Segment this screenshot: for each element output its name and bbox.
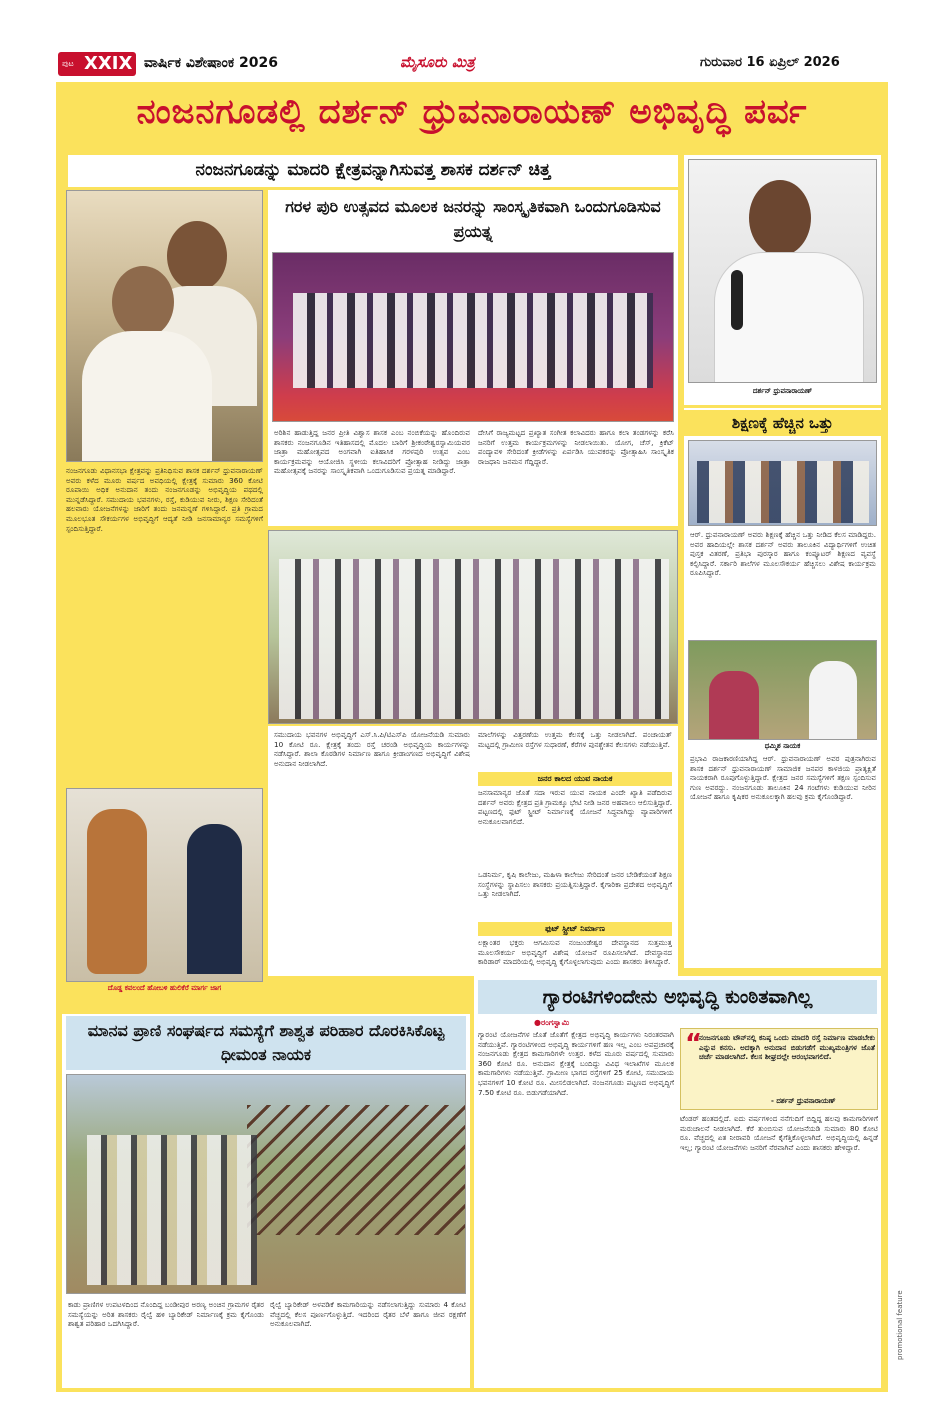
portrait-caption: ದರ್ಶನ್ ಧ್ರುವನಾರಾಯಣ್ — [752, 387, 813, 395]
headline: ನಂಜನಗೂಡಲ್ಲಿ ದರ್ಶನ್ ಧ್ರುವನಾರಾಯಣ್ ಅಭಿವೃದ್ಧಿ ಪರ್ವ — [136, 92, 808, 132]
farmer-caption: ಧಮ್ಮಿಶ ನಾಯಕ — [764, 742, 801, 750]
subheadline: ನಂಜನಗೂಡನ್ನು ಮಾದರಿ ಕ್ಷೇತ್ರವನ್ನಾಗಿಸುವತ್ತ ಶಾಸಕ ದರ್ಶನ್ ಚಿತ್ತ — [195, 160, 551, 180]
rail-fence — [247, 1105, 466, 1235]
intro-article: ನಂಜನಗೂಡು ವಿಧಾನಸಭಾ ಕ್ಷೇತ್ರವನ್ನು ಪ್ರತಿನಿಧಿಸುವ ಶಾಸಕ ದರ್ಶನ್ ಧ್ರುವನಾರಾಯಣ್ ಅವರು ಕಳೆದ ಮೂರು ವರ್ಷದ ಅವಧಿಯಲ್ಲಿ ಕ್ಷೇತ್ರಕ್ಕೆ ಸುಮಾರು 360 ಕೋಟಿ ರೂಪಾಯಿ ಅಧಿಕ ಅನುದಾನ ತಂದು ನಂಜನಗೂಡನ್ನು ಅಭಿವೃದ್ಧಿಯ ಪಥದಲ್ಲಿ ಮುನ್ನಡೆಸಿದ್ದಾರೆ. ಸಮುದಾಯ ಭವನಗಳು, ರಸ್ತೆ, ಕುಡಿಯುವ ನೀರು, ಶಿಕ್ಷಣ ಸೇರಿದಂತೆ ಹಲವಾರು ಯೋಜನೆಗಳನ್ನು ಜಾರಿಗೆ ತಂದು ಜನಮನ್ನಣೆ ಗಳಿಸಿದ್ದಾರೆ. ಪ್ರತಿ ಗ್ರಾಮದ ಮೂಲಭೂತ ಸೌಕರ್ಯಗಳ ಅಭಿವೃದ್ಧಿಗೆ ಆದ್ಯತೆ ನೀಡಿ ಜನಸಾಮಾನ್ಯರ ಸಮಸ್ಯೆಗಳಿಗೆ ಸ್ಪಂದಿಸುತ್ತಿದ್ದಾರೆ. — [66, 466, 263, 533]
inspection-group — [87, 1135, 257, 1285]
fitness-photo — [66, 788, 263, 982]
group-people — [697, 461, 869, 523]
page-number-box — [58, 52, 136, 76]
festival-photo — [272, 252, 674, 422]
stage-crowd — [293, 293, 653, 388]
wildlife-text-1: ಕಾಡು ಪ್ರಾಣಿಗಳ ಉಪಟಳದಿಂದ ನೊಂದಿದ್ದ ಬಂಡೀಪುರ ಅರಣ್ಯ ಅಂಚಿನ ಗ್ರಾಮಗಳ ರೈತರ ಸಮಸ್ಯೆಯನ್ನು ಅರಿತ ಶಾಸಕರು ರೈಲ್ವೆ ಹಳಿ ಬ್ಯಾರಿಕೇಡ್ ನಿರ್ಮಾಣಕ್ಕೆ ಕ್ರಮ ಕೈಗೊಂಡು ಶಾಶ್ವತ ಪರಿಹಾರ ಒದಗಿಸಿದ್ದಾರೆ. — [68, 1300, 264, 1329]
festival-text-1: ಅರಿಶಿನ ಹಾಡುತ್ತಿದ್ದ ಜನರ ಪ್ರೀತಿ ವಿಶ್ವಾಸ ಶಾಸಕ ಎಂಬ ನಂಬಿಕೆಯನ್ನು ಹೊಂದಿರುವ ಶಾಸಕರು ನಂಜನಗೂಡಿನ ಇತಿಹಾಸದಲ್ಲಿ ಮೊದಲ ಬಾರಿಗೆ ಶ್ರೀಕಂಠೇಶ್ವರಸ್ವಾಮಿಯವರ ಜಾತ್ರಾ ಮಹೋತ್ಸವದ ಅಂಗವಾಗಿ ಐತಿಹಾಸಿಕ ಗರಳಪುರಿ ಉತ್ಸವ ಎಂಬ ಕಾರ್ಯಕ್ರಮವನ್ನು ಆಯೋಜಿಸಿ ಸ್ಥಳೀಯ ಕಲಾವಿದರಿಗೆ ಪ್ರೋತ್ಸಾಹ ನೀಡಿದ್ದು ಜಾತ್ರಾ ಮಹೋತ್ಸವಕ್ಕೆ ಜನರನ್ನು ಸಾಂಸ್ಕೃತಿಕವಾಗಿ ಒಂದುಗೂಡಿಸುವ ಪ್ರಯತ್ನ ಮಾಡಿದ್ದಾರೆ. — [274, 428, 470, 476]
bodybuilder-figure — [87, 809, 147, 974]
development-text-3: ಜನಸಾಮಾನ್ಯರ ಜೊತೆ ಸದಾ ಇರುವ ಯುವ ನಾಯಕ ಎಂದೇ ಖ್ಯಾತಿ ಪಡೆದಿರುವ ದರ್ಶನ್ ಅವರು ಕ್ಷೇತ್ರದ ಪ್ರತಿ ಗ್ರಾಮಕ್ಕೂ ಭೇಟಿ ನೀಡಿ ಜನರ ಅಹವಾಲು ಆಲಿಸುತ್ತಿದ್ದಾರೆ. ಪಟ್ಟಣದಲ್ಲಿ ಫುಟ್ ಸ್ಟ್ರೀಟ್ ನಿರ್ಮಾಣಕ್ಕೆ ಯೋಜನೆ ಸಿದ್ಧವಾಗಿದ್ದು ವ್ಯಾಪಾರಿಗಳಿಗೆ ಅನುಕೂಲವಾಗಲಿದೆ. — [478, 788, 672, 826]
ceremony-crowd — [279, 559, 669, 719]
paper-logo: ಮೈಸೂರು ಮಿತ್ರ — [400, 53, 475, 71]
development-text-2: ಲಕ್ಷಾಂತರ ಭಕ್ತರು ಆಗಮಿಸುವ ನಂಜುಂಡೇಶ್ವರ ದೇವಸ್ಥಾನದ ಸುತ್ತಮುತ್ತ ಮೂಲಸೌಕರ್ಯ ಅಭಿವೃದ್ಧಿಗೆ ವಿಶೇಷ ಯೋಜನೆ ರೂಪಿಸಲಾಗಿದೆ. ದೇವಸ್ಥಾನದ ಕಾರಿಡಾರ್ ಮಾದರಿಯಲ್ಲಿ ಅಭಿವೃದ್ಧಿ ಕೈಗೊಳ್ಳಲಾಗುವುದು ಎಂದು ಶಾಸಕರು ತಿಳಿಸಿದ್ದಾರೆ. — [478, 938, 672, 967]
headline-band — [56, 82, 888, 152]
festival-title: ಗರಳ ಪುರಿ ಉತ್ಸವದ ಮೂಲಕ ಜನರನ್ನು ಸಾಂಸ್ಕೃತಿಕವಾಗಿ ಒಂದುಗೂಡಿಸುವ ಪ್ರಯತ್ನ — [285, 197, 661, 241]
speaker-head — [749, 180, 811, 256]
education-text: ಆರ್. ಧ್ರುವನಾರಾಯಣ್ ಅವರು ಶಿಕ್ಷಣಕ್ಕೆ ಹೆಚ್ಚಿನ ಒತ್ತು ನೀಡಿದ ಕೆಲಸ ಮಾಡಿದ್ದರು. ಅವರ ಹಾದಿಯಲ್ಲೇ ಶಾಸಕ ದರ್ಶನ್ ಅವರು ತಾಲೂಕಿನ ವಿದ್ಯಾರ್ಥಿಗಳಿಗೆ ಉಚಿತ ಪುಸ್ತಕ ವಿತರಣೆ, ಪ್ರತಿಭಾ ಪುರಸ್ಕಾರ ಹಾಗೂ ಕಂಪ್ಯೂಟರ್ ಶಿಕ್ಷಣದ ವ್ಯವಸ್ಥೆ ಕಲ್ಪಿಸಿದ್ದಾರೆ. ಸರ್ಕಾರಿ ಶಾಲೆಗಳ ಮೂಲಸೌಕರ್ಯ ಹೆಚ್ಚಿಸಲು ವಿಶೇಷ ಕಾರ್ಯಕ್ರಮ ರೂಪಿಸಿದ್ದಾರೆ. — [690, 530, 876, 578]
person-father-body — [82, 331, 212, 462]
education-heading: ಶಿಕ್ಷಣಕ್ಕೆ ಹೆಚ್ಚಿನ ಒತ್ತು — [684, 410, 881, 436]
award-person — [187, 824, 242, 974]
education-photo — [688, 440, 877, 526]
festival-block — [268, 190, 678, 526]
person-son — [167, 221, 227, 291]
subheadline-band — [68, 155, 678, 187]
wildlife-title: ಮಾನವ ಪ್ರಾಣಿ ಸಂಘರ್ಷದ ಸಮಸ್ಯೆಗೆ ಶಾಶ್ವತ ಪರಿಹಾರ ದೊರಕಿಸಿಕೊಟ್ಟ ಧೀಮಂತ ನಾಯಕ — [66, 1016, 466, 1070]
youth-leader-subhead: ಜನರ ಕಾಲದ ಯುವ ನಾಯಕ — [478, 772, 672, 786]
community-right: ಒಡನಿರ್ಮ, ಕೃಷಿ ಕಾಲೇಜು, ಮಹಿಳಾ ಕಾಲೇಜು ಸೇರಿದಂತೆ ಜನರ ಬೇಡಿಕೆಯಂತೆ ಶಿಕ್ಷಣ ಸಂಸ್ಥೆಗಳನ್ನು ಸ್ಥಾಪಿಸಲು ಶಾಸಕರು ಪ್ರಯತ್ನಿಸುತ್ತಿದ್ದಾರೆ. ಕೈಗಾರಿಕಾ ಪ್ರದೇಶದ ಅಭಿವೃದ್ಧಿಗೆ ಒತ್ತು ನೀಡಲಾಗಿದೆ. — [478, 870, 672, 899]
guarantee-quote: ನಂಜನಗೂಡು ಟೌನ್‌ನಲ್ಲಿ ಕನಿಷ್ಠ ಒಂದು ಮಾದರಿ ರಸ್ತೆ ನಿರ್ಮಾಣ ಮಾಡಬೇಕು ಎನ್ನುವ ಕನಸು. ಅದಕ್ಕಾಗಿ ಅನುದಾನ ಬಿಡುಗಡೆಗೆ ಮುಖ್ಯಮಂತ್ರಿಗಳ ಜೊತೆ ಚರ್ಚೆ ಮಾಡಲಾಗಿದೆ. ಕೆಲಸ ಶೀಘ್ರದಲ್ಲೇ ಆರಂಭವಾಗಲಿದೆ. — [699, 1033, 875, 1062]
person-father — [112, 266, 174, 338]
community-block — [268, 726, 678, 976]
woman-figure — [709, 671, 759, 740]
ceremony-photo — [268, 530, 678, 724]
community-text: ಸಮುದಾಯ ಭವನಗಳ ಅಭಿವೃದ್ಧಿಗೆ ಎಸ್.ಸಿ.ಪಿ/ಟಿಎಸ್‌ಪಿ ಯೋಜನೆಯಡಿ ಸುಮಾರು 10 ಕೋಟಿ ರೂ. ಕ್ಷೇತ್ರಕ್ಕೆ ತಂದು ರಸ್ತೆ ಚರಂಡಿ ಅಭಿವೃದ್ಧಿಯ ಕಾರ್ಯಗಳನ್ನು ನಡೆಸಿದ್ದಾರೆ. ಶಾಲಾ ಕೊಠಡಿಗಳ ನಿರ್ಮಾಣ ಹಾಗೂ ಕ್ರೀಡಾಂಗಣದ ಅಭಿವೃದ್ಧಿಗೆ ವಿಶೇಷ ಅನುದಾನ ನೀಡಲಾಗಿದೆ. — [274, 730, 470, 768]
issue-date: ಗುರುವಾರ 16 ಏಪ್ರಿಲ್ 2026 — [700, 55, 840, 70]
wildlife-text-2: ರೈಲ್ವೆ ಬ್ಯಾರಿಕೇಡ್ ಅಳವಡಿಕೆ ಕಾಮಗಾರಿಯನ್ನು ನಡೆಸಲಾಗುತ್ತಿದ್ದು ಸುಮಾರು 4 ಕೋಟಿ ವೆಚ್ಚದಲ್ಲಿ ಕೆಲಸ ಪೂರ್ಣಗೊಳ್ಳುತ್ತಿದೆ. ಇದರಿಂದ ರೈತರ ಬೆಳೆ ಹಾಗೂ ಜೀವ ರಕ್ಷಣೆಗೆ ಅನುಕೂಲವಾಗಿದೆ. — [270, 1300, 466, 1329]
quote-mark-icon: “ — [685, 1029, 703, 1059]
man-figure — [809, 661, 857, 740]
section-title: ವಾರ್ಷಿಕ ವಿಶೇಷಾಂಕ 2026 — [144, 55, 278, 71]
portrait-block — [684, 155, 881, 405]
guarantee-text-1: ಗ್ಯಾರಂಟಿ ಯೋಜನೆಗಳ ಜೊತೆ ಜೊತೆಗೆ ಕ್ಷೇತ್ರದ ಅಭಿವೃದ್ಧಿ ಕಾರ್ಯಗಳು ನಿರಂತರವಾಗಿ ನಡೆಯುತ್ತಿವೆ. ಗ್ಯಾರಂಟಿಗಳಿಂದ ಅಭಿವೃದ್ಧಿ ಕಾರ್ಯಗಳಿಗೆ ಹಣ ಇಲ್ಲ ಎಂಬ ಅಪಪ್ರಚಾರಕ್ಕೆ ನಂಜನಗೂಡು ಕ್ಷೇತ್ರದ ಕಾಮಗಾರಿಗಳೇ ಉತ್ತರ. ಕಳೆದ ಮೂರು ವರ್ಷದಲ್ಲಿ ಸುಮಾರು 360 ಕೋಟಿ ರೂ. ಅನುದಾನ ಕ್ಷೇತ್ರಕ್ಕೆ ಬಂದಿದ್ದು ವಿವಿಧ ಇಲಾಖೆಗಳ ಮೂಲಕ ಕಾಮಗಾರಿಗಳು ನಡೆಯುತ್ತಿವೆ. ಗ್ರಾಮೀಣ ಭಾಗದ ರಸ್ತೆಗಳಿಗೆ 25 ಕೋಟಿ, ಸಮುದಾಯ ಭವನಗಳಿಗೆ 10 ಕೋಟಿ ರೂ. ಮೀಸಲಿಡಲಾಗಿದೆ. ನಂಜನಗೂಡು ಪಟ್ಟಣದ ಅಭಿವೃದ್ಧಿಗೆ 7.50 ಕೋಟಿ ರೂ. ಬಿಡುಗಡೆಯಾಗಿದೆ. — [478, 1030, 674, 1097]
family-photo — [66, 190, 263, 462]
community-mid: ಮಾಲೆಗಳನ್ನು ವಿತ್ತರಣೆಯ ಉತ್ತಮ ಕೆಲಸಕ್ಕೆ ಒತ್ತು ನೀಡಲಾಗಿದೆ. ಪಂಚಾಯತ್ ಮಟ್ಟದಲ್ಲಿ ಗ್ರಾಮೀಣ ರಸ್ತೆಗಳ ಸುಧಾರಣೆ, ಕೆರೆಗಳ ಪುನಶ್ಚೇತನ ಕೆಲಸಗಳು ನಡೆಯುತ್ತಿವೆ. — [478, 730, 672, 749]
guarantee-text-2: ಟೆಂಡರ್ ಹಂತದಲ್ಲಿದೆ. ಐದು ವರ್ಷಗಳಿಂದ ನನೆಗುದಿಗೆ ಬಿದ್ದಿದ್ದ ಹಲವು ಕಾಮಗಾರಿಗಳಿಗೆ ಮರುಚಾಲನೆ ನೀಡಲಾಗಿದೆ. ಕೆರೆ ತುಂಬಿಸುವ ಯೋಜನೆಯಡಿ ಸುಮಾರು 80 ಕೋಟಿ ರೂ. ವೆಚ್ಚದಲ್ಲಿ ಏತ ನೀರಾವರಿ ಯೋಜನೆ ಕೈಗೆತ್ತಿಕೊಳ್ಳಲಾಗಿದೆ. ಅಭಿವೃದ್ಧಿಯಲ್ಲಿ ಹಿನ್ನಡೆ ಇಲ್ಲ; ಗ್ಯಾರಂಟಿ ಯೋಜನೆಗಳು ಜನರಿಗೆ ನೆರವಾಗಿವೆ ಎಂದು ಶಾಸಕರು ಹೇಳಿದ್ದಾರೆ. — [680, 1114, 878, 1152]
education-block — [684, 408, 881, 968]
fitness-caption: ದೊಡ್ಡ ಕವಲಂದೆ ಹೋಬಳಿ ಹುಲಿಕೆರೆ ಮಾರ್ಗ ಜಾಗ — [107, 984, 222, 992]
foot-street-subhead: ಫುಟ್ ಸ್ಟ್ರೀಟ್ ನಿರ್ಮಾಣ — [478, 922, 672, 936]
quote-author: - ದರ್ಶನ್ ಧ್ರುವನಾರಾಯಣ್ — [771, 1097, 836, 1105]
page-label: ಪುಟ — [62, 59, 74, 68]
festival-text-2: ದೇಸಿಗೆ ರಾಜ್ಯಮಟ್ಟದ ಪ್ರಖ್ಯಾತ ಸಂಗೀತ ಕಲಾವಿದರು ಹಾಗೂ ಕಲಾ ತಂಡಗಳನ್ನು ಕರೆಸಿ ಜನರಿಗೆ ಉತ್ತಮ ಕಾರ್ಯಕ್ರಮಗಳನ್ನು ನೀಡಲಾಯಿತು. ಯೋಗ, ಚೆಸ್, ಕ್ರಿಕೆಟ್ ಪಂದ್ಯಾವಳಿ ಸೇರಿದಂತೆ ಕ್ರೀಡೆಗಳನ್ನು ಏರ್ಪಡಿಸಿ ಯುವಕರನ್ನು ಪ್ರೋತ್ಸಾಹಿಸಿ ಸಾಂಸ್ಕೃತಿಕ ರಾಜಧಾನಿ ಜನಮನ ಗೆದ್ದಿದ್ದಾರೆ. — [478, 428, 674, 466]
education-text-2: ಪ್ರಭಾವಿ ರಾಜಕಾರಣಿಯಾಗಿದ್ದ ಆರ್. ಧ್ರುವನಾರಾಯಣ್ ಅವರ ಪುತ್ರನಾಗಿರುವ ಶಾಸಕ ದರ್ಶನ್ ಧ್ರುವನಾರಾಯಣ್ ಸಾಮಾಜಿಕ ಜನಪರ ಕಾಳಜಿಯ ಪ್ರಾತ್ಯಕ್ಷಿತೆ ನಾಯಕರಾಗಿ ರೂಪುಗೊಳ್ಳುತ್ತಿದ್ದಾರೆ. ಕ್ಷೇತ್ರದ ಜನರ ಸಮಸ್ಯೆಗಳಿಗೆ ತಕ್ಷಣ ಸ್ಪಂದಿಸುವ ಗುಣ ಅವರದ್ದು. ನಂಜನಗೂಡು ತಾಲೂಕಿನ 24 ಗಂಟೆಗಳು ಕುಡಿಯುವ ನೀರಿನ ಯೋಜನೆ ಹಾಗೂ ಕೃಷಿಕರ ಅನುಕೂಲಕ್ಕಾಗಿ ಹಲವು ಕ್ರಮ ಕೈಗೊಂಡಿದ್ದಾರೆ. — [690, 754, 876, 802]
guarantee-title: ಗ್ಯಾರಂಟಿಗಳಿಂದೇನು ಅಭಿವೃದ್ಧಿ ಕುಂಠಿತವಾಗಿಲ್ಲ — [478, 980, 877, 1014]
guarantee-quote-box — [680, 1028, 878, 1110]
microphone-icon — [731, 270, 743, 330]
farmer-photo — [688, 640, 877, 740]
masthead — [0, 50, 945, 78]
page-number: XXIX — [84, 53, 133, 74]
guarantee-byline: ●ರಂಗಸ್ವಾಮಿ — [534, 1018, 570, 1027]
portrait-photo — [688, 159, 877, 383]
guarantee-block — [474, 976, 881, 1388]
fence-photo — [66, 1074, 466, 1294]
promotional-label: promotional feature — [896, 1290, 904, 1360]
wildlife-block — [62, 1014, 470, 1388]
